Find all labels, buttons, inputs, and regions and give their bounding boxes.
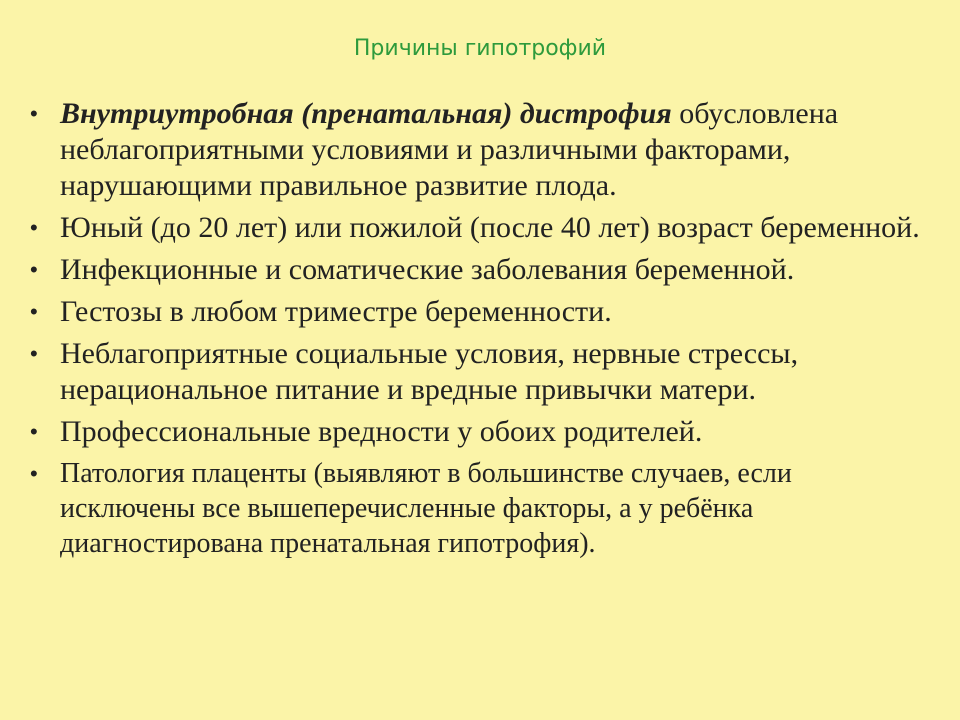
item-text: Инфекционные и соматические заболевания беременной. — [60, 253, 795, 286]
emphasized-text: Внутриутробная (пренатальная) дистрофия — [60, 97, 672, 130]
list-item — [30, 294, 930, 330]
bullet-list — [30, 96, 930, 567]
list-item — [30, 414, 930, 450]
list-item — [30, 336, 930, 408]
bullet-icon: • — [30, 419, 38, 444]
list-item — [30, 210, 930, 246]
list-item — [30, 96, 930, 204]
slide-title: Причины гипотрофий — [353, 36, 607, 61]
item-text: Патология плаценты (выявляют в большинстве случаев, если исключены все вышеперечисленные факторы, а у ребёнка диагностирована пренатальная гипотрофия). — [60, 458, 792, 559]
list-item — [30, 456, 930, 561]
item-text: Гестозы в любом триместре беременности. — [60, 295, 612, 328]
bullet-icon: • — [30, 215, 38, 240]
bullet-icon: • — [30, 101, 38, 126]
bullet-icon: • — [30, 257, 38, 282]
item-text: Профессиональные вредности у обоих родителей. — [60, 415, 703, 448]
list-item — [30, 252, 930, 288]
item-text: Неблагоприятные социальные условия, нервные стрессы, нерациональное питание и вредные привычки матери. — [60, 337, 799, 406]
bullet-icon: • — [30, 461, 38, 486]
item-text: обусловлена неблагоприятными условиями и различными факторами, нарушающими правильное развитие плода. — [60, 97, 839, 202]
item-text: Юный (до 20 лет) или пожилой (после 40 лет) возраст беременной. — [60, 211, 920, 244]
bullet-icon: • — [30, 341, 38, 366]
bullet-icon: • — [30, 299, 38, 324]
